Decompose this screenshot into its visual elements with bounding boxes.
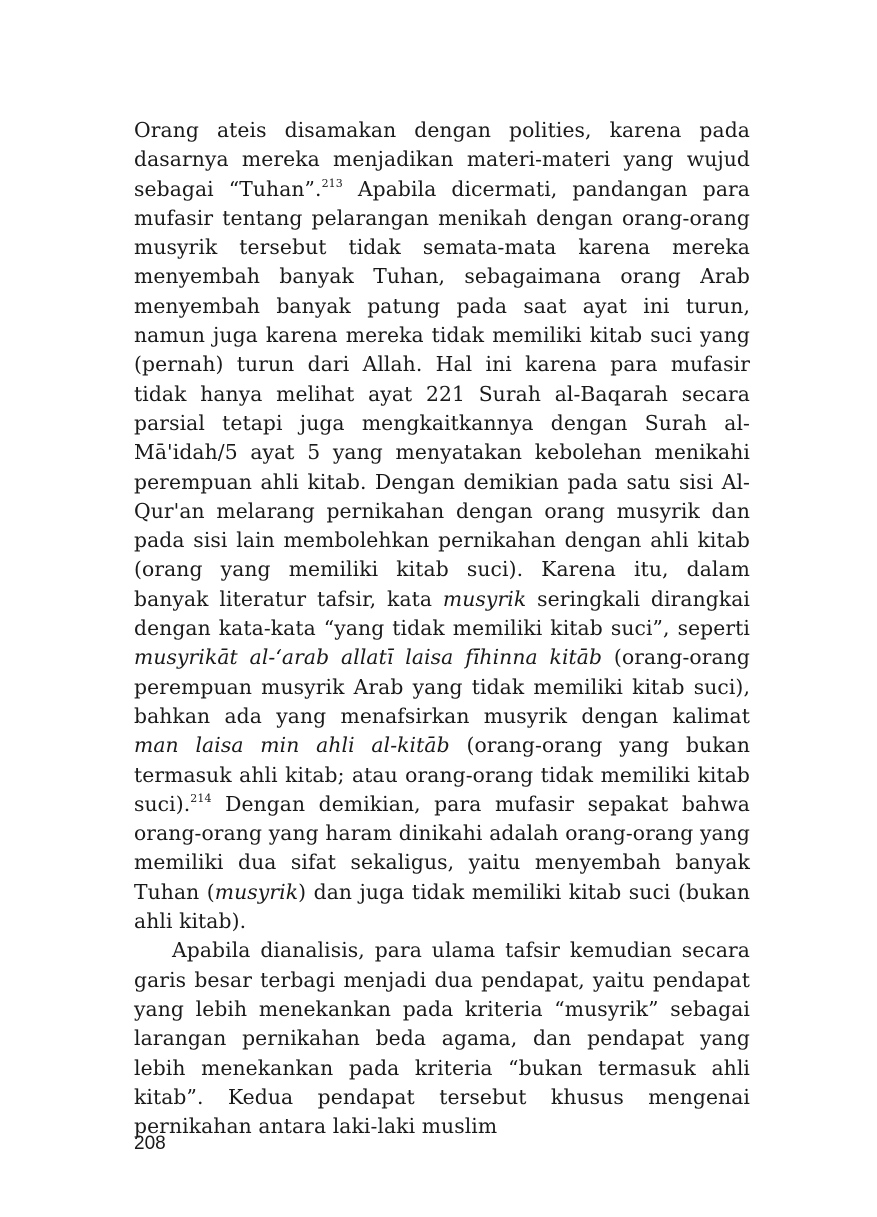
text-run: Dengan demikian, para mufasir sepakat bahwa orang-orang yang haram dinikahi adalah orang-orang yang memiliki dua sifat sekaligus, yaitu menyembah banyak Tuhan ( xyxy=(134,791,750,904)
text-run: Apabila dianalisis, para ulama tafsir kemudian secara garis besar terbagi menjadi dua pendapat, yaitu pendapat yang lebih menekankan pada kriteria “musyrik” sebagai larangan pernikahan beda agama, dan pendapat yang lebih menekankan pada kriteria “bukan termasuk ahli kitab”. Kedua pendapat tersebut khusus mengenai pernikahan antara laki-laki muslim xyxy=(134,938,750,1139)
footnote-ref: 213 xyxy=(321,176,343,190)
body-text xyxy=(134,116,750,1141)
italic-term: musyrik xyxy=(214,879,299,904)
text-run: Orang ateis disamakan dengan polities, karena pada dasarnya mereka menjadikan materi-materi yang wujud sebagai “Tuhan”. xyxy=(134,118,750,201)
paragraph-2 xyxy=(134,936,750,1141)
text-run: (orang-orang perempuan musyrik Arab yang tidak memiliki kitab suci), bahkan ada yang menafsirkan musyrik dengan kalimat xyxy=(134,645,750,728)
paragraph-1 xyxy=(134,116,750,936)
text-run: seringkali dirangkai dengan kata-kata “yang tidak memiliki kitab suci”, seperti xyxy=(134,586,750,641)
text-run: ) dan juga tidak memiliki kitab suci (bukan ahli kitab). xyxy=(134,879,750,934)
italic-term: musyrik xyxy=(442,586,527,611)
italic-term: man laisa min ahli al-kitāb xyxy=(134,733,450,758)
footnote-ref: 214 xyxy=(190,791,212,805)
page-number: 208 xyxy=(134,1133,166,1154)
text-run: Apabila dicermati, pandangan para mufasir tentang pelarangan menikah dengan orang-orang musyrik tersebut tidak semata-mata karena mereka menyembah banyak Tuhan, sebagaimana orang Arab menyembah banyak patung pada saat ayat ini turun, namun juga karena mereka tidak memiliki kitab suci yang (pernah) turun dari Allah. Hal ini karena para mufasir tidak hanya melihat ayat 221 Surah al-Baqarah secara parsial tetapi juga mengkaitkannya dengan Surah al-Mā'idah/5 ayat 5 yang menyatakan kebolehan menikahi perempuan ahli kitab. Dengan demikian pada satu sisi Al-Qur'an melarang pernikahan dengan orang musyrik dan pada sisi lain membolehkan pernikahan dengan ahli kitab (orang yang memiliki kitab suci). Karena itu, dalam banyak literatur tafsir, kata xyxy=(134,176,750,611)
text-run: (orang-orang yang bukan termasuk ahli kitab; atau orang-orang tidak memiliki kitab suci). xyxy=(134,733,751,816)
italic-term: musyrikāt al-‘arab allatī laisa fīhinna kitāb xyxy=(134,645,603,670)
